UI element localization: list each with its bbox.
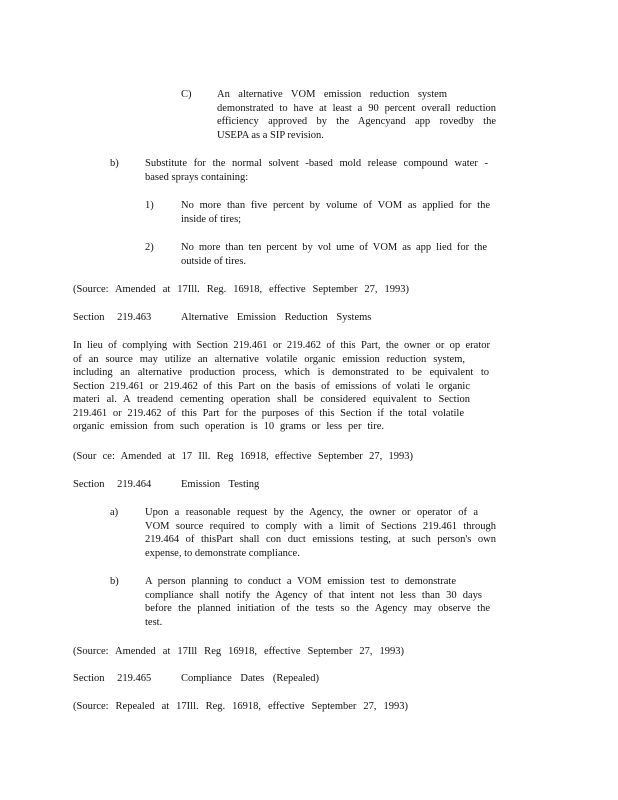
item-b-label: b)	[110, 158, 119, 169]
text-line: before the planned initiation of the tests so the Agency may observe the	[145, 603, 490, 614]
text-line: test.	[145, 616, 163, 628]
text-line: of an source may utilize an alternative volatile organic emission reduction system,	[73, 353, 465, 365]
item-1-text	[181, 199, 490, 226]
text-line: materi al. A treadend cementing operation shall be considered equivalent to Section	[73, 394, 470, 405]
source-note: (Sour ce: Amended at 17 Ill. Reg 16918, effective September 27, 1993)	[73, 451, 413, 462]
text-line: 219.461 or 219.462 of this Part for the purposes of this Section if the total volatile	[73, 407, 464, 419]
item-c-text	[217, 88, 496, 142]
text-line: Upon a reasonable request by the Agency, the owner or operator of a	[145, 507, 478, 518]
text-line: In lieu of complying with Section 219.461 or 219.462 of this Part, the owner or op erator	[73, 340, 490, 351]
item-b-text	[145, 157, 488, 184]
item-b-label: b)	[110, 576, 119, 587]
section-number: Section 219.464	[73, 479, 152, 490]
text-line: inside of tires;	[181, 213, 242, 225]
text-line: compliance shall notify the Agency of that intent not less than 30 days	[145, 589, 482, 601]
text-line: No more than ten percent by vol ume of VOM as app lied for the	[181, 242, 487, 253]
text-line: An alternative VOM emission reduction system	[217, 89, 447, 100]
section-paragraph	[73, 339, 490, 434]
item-c-label: C)	[181, 89, 192, 100]
section-number: Section 219.465	[73, 673, 152, 684]
text-line: efficiency approved by the Agencyand app rovedby the	[217, 116, 496, 127]
text-line: 219.464 of thisPart shall con duct emissions testing, at such person's own	[145, 534, 496, 545]
item-a-label: a)	[110, 507, 119, 518]
item-2-text	[181, 241, 487, 268]
text-line: Section 219.461 or 219.462 of this Part on the basis of emissions of volati le organic	[73, 380, 470, 392]
section-title: Emission Testing	[181, 479, 260, 490]
source-note: (Source: Amended at 17Ill. Reg. 16918, effective September 27, 1993)	[73, 284, 409, 295]
text-line: expense, to demonstrate compliance.	[145, 547, 300, 559]
text-line: based sprays containing:	[145, 171, 249, 183]
text-line: VOM source required to comply with a limit of Sections 219.461 through	[145, 520, 496, 532]
section-number: Section 219.463	[73, 312, 152, 323]
source-note: (Source: Repealed at 17Ill. Reg. 16918, effective September 27, 1993)	[73, 701, 408, 712]
item-2-label: 2)	[145, 242, 154, 253]
text-line: No more than five percent by volume of VOM as applied for the	[181, 200, 490, 211]
item-a-text	[145, 506, 496, 560]
text-line: Substitute for the normal solvent -based mold release compound water -	[145, 158, 488, 169]
text-line: organic emission from such operation is 10 grams or less per tire.	[73, 421, 384, 432]
section-title: Alternative Emission Reduction Systems	[181, 312, 372, 323]
item-b-text	[145, 575, 490, 629]
section-title: Compliance Dates (Repealed)	[181, 673, 319, 684]
text-line: A person planning to conduct a VOM emission test to demonstrate	[145, 576, 456, 587]
text-line: demonstrated to have at least a 90 percent overall reduction	[217, 102, 496, 114]
text-line: including an alternative production process, which is demonstrated to be equivalent to	[73, 367, 489, 378]
text-line: USEPA as a SIP revision.	[217, 129, 324, 141]
text-line: outside of tires.	[181, 255, 247, 267]
source-note: (Source: Amended at 17Ill Reg 16918, effective September 27, 1993)	[73, 646, 404, 657]
item-1-label: 1)	[145, 200, 154, 211]
